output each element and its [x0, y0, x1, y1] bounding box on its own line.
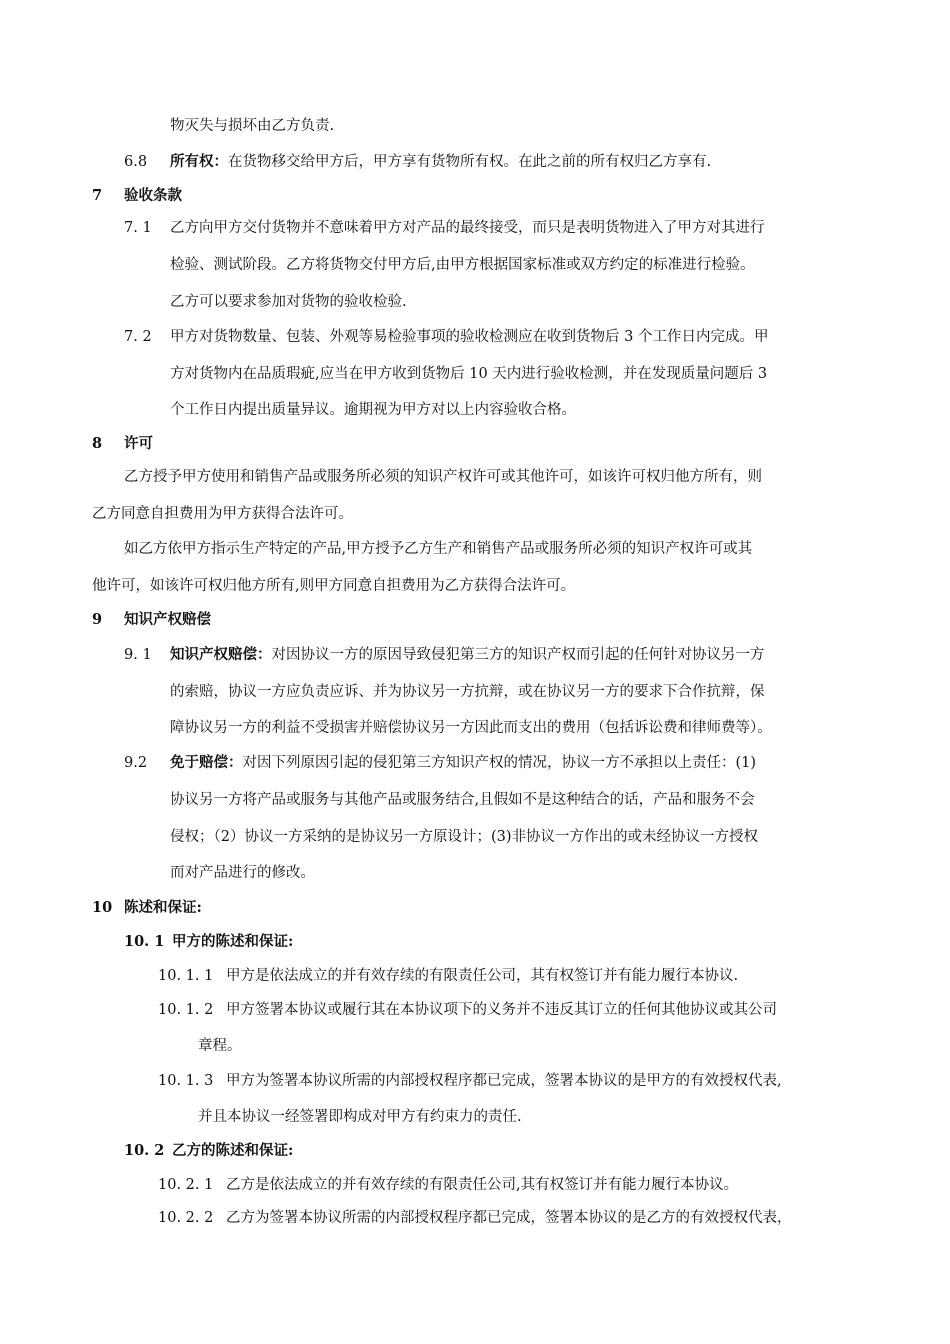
clause-10-1-heading: 甲方的陈述和保证:	[172, 933, 294, 950]
clause-10-1-number: 10. 1	[124, 933, 165, 950]
clause-10-1-1-text: 甲方是依法成立的并有效存续的有限责任公司，其有权签订并有能力履行本协议.	[226, 968, 739, 984]
clause-7-2-line-1: 甲方对货物数量、包装、外观等易检验事项的验收检测应在收到货物后 3 个工作日内完成。甲	[170, 329, 769, 345]
clause-6-8-label: 所有权：	[170, 153, 228, 170]
clause-7-2-line-2: 方对货物内在品质瑕疵,应当在甲方收到货物后 10 天内进行验收检测，并在发现质量问题后 3	[170, 366, 768, 382]
section-8-para-1-line-2: 乙方同意自担费用为甲方获得合法许可。	[92, 506, 353, 522]
clause-9-2-number: 9.2	[124, 755, 148, 771]
clause-9-1-label: 知识产权赔偿：	[170, 646, 272, 663]
clause-9-1-text: 对因协议一方的原因导致侵犯第三方的知识产权而引起的任何针对协议另一方	[271, 647, 765, 663]
clause-10-2-1-text: 乙方是依法成立的并有效存续的有限责任公司,其有权签订并有能力履行本协议。	[226, 1177, 739, 1193]
section-7-number: 7	[92, 187, 103, 204]
clause-9-2-label: 免于赔偿：	[170, 754, 243, 771]
clause-10-1-3-line-1: 甲方为签署本协议所需的内部授权程序都已完成，签署本协议的是甲方的有效授权代表,	[226, 1073, 782, 1089]
clause-10-1-2-line-2: 章程。	[198, 1038, 242, 1054]
clause-10-1-2-number: 10. 1. 2	[158, 1002, 214, 1018]
clause-7-2-number: 7. 2	[124, 329, 152, 345]
clause-7-2-line-3: 个工作日内提出质量异议。逾期视为甲方对以上内容验收合格。	[170, 402, 576, 418]
clause-9-2-line-4: 而对产品进行的修改。	[170, 865, 315, 881]
clause-10-1-3-line-2: 并且本协议一经签署即构成对甲方有约束力的责任.	[198, 1109, 522, 1125]
clause-9-1-number: 9. 1	[124, 647, 152, 663]
clause-7-1-line-2: 检验、测试阶段。乙方将货物交付甲方后,由甲方根据国家标准或双方约定的标准进行检验。	[170, 257, 755, 273]
clause-6-8-text: 在货物移交给甲方后，甲方享有货物所有权。在此之前的所有权归乙方享有.	[228, 154, 712, 170]
clause-9-1-line-2: 的索赔，协议一方应负责应诉、并为协议另一方抗辩，或在协议另一方的要求下合作抗辩，保	[170, 684, 765, 700]
section-9-number: 9	[92, 611, 103, 628]
clause-7-1-number: 7. 1	[124, 220, 152, 236]
clause-9-1-line-1	[170, 645, 765, 665]
clause-10-1-2-line-1: 甲方签署本协议或履行其在本协议项下的义务并不违反其订立的任何其他协议或其公司	[226, 1002, 777, 1018]
section-8-para-2-line-1: 如乙方依甲方指示生产特定的产品,甲方授予乙方生产和销售产品或服务所必须的知识产权许可或其	[124, 541, 753, 557]
section-9-heading: 知识产权赔偿	[124, 611, 211, 628]
section-8-para-2-line-2: 他许可，如该许可权归他方所有,则甲方同意自担费用为乙方获得合法许可。	[92, 578, 576, 594]
clause-10-1-1-number: 10. 1. 1	[158, 968, 214, 984]
clause-10-2-1-number: 10. 2. 1	[158, 1177, 214, 1193]
section-7-heading: 验收条款	[124, 187, 182, 204]
clause-6-7-continuation: 物灭失与损坏由乙方负责.	[170, 118, 335, 134]
clause-10-1-3-number: 10. 1. 3	[158, 1073, 214, 1089]
clause-9-1-line-3: 障协议另一方的利益不受损害并赔偿协议另一方因此而支出的费用（包括诉讼费和律师费等）。	[170, 720, 772, 736]
clause-9-2-line-3: 侵权；（2）协议一方采纳的是协议另一方原设计；(3)非协议一方作出的或未经协议一方授权	[170, 829, 759, 845]
clause-9-2-line-2: 协议另一方将产品或服务与其他产品或服务结合,且假如不是这种结合的话，产品和服务不会	[170, 792, 755, 808]
section-10-heading: 陈述和保证:	[124, 899, 202, 916]
clause-6-8-number: 6.8	[124, 154, 148, 170]
clause-10-2-2-number: 10. 2. 2	[158, 1210, 214, 1226]
clause-7-1-line-3: 乙方可以要求参加对货物的验收检验.	[170, 294, 407, 310]
section-8-number: 8	[92, 435, 103, 452]
section-10-number: 10	[92, 899, 113, 916]
clause-9-2-text: 对因下列原因引起的侵犯第三方知识产权的情况，协议一方不承担以上责任：(1)	[242, 755, 757, 771]
clause-10-2-2-text: 乙方为签署本协议所需的内部授权程序都已完成，签署本协议的是乙方的有效授权代表，	[226, 1210, 792, 1226]
clause-6-8	[170, 152, 711, 172]
clause-9-2-line-1	[170, 753, 756, 773]
clause-10-2-number: 10. 2	[124, 1142, 165, 1159]
section-8-heading: 许可	[124, 435, 153, 452]
section-8-para-1-line-1: 乙方授予甲方使用和销售产品或服务所必须的知识产权许可或其他许可，如该许可权归他方所有，则	[124, 469, 762, 485]
clause-7-1-line-1: 乙方向甲方交付货物并不意味着甲方对产品的最终接受，而只是表明货物进入了甲方对其进行	[170, 220, 765, 236]
clause-10-2-heading: 乙方的陈述和保证:	[172, 1142, 294, 1159]
